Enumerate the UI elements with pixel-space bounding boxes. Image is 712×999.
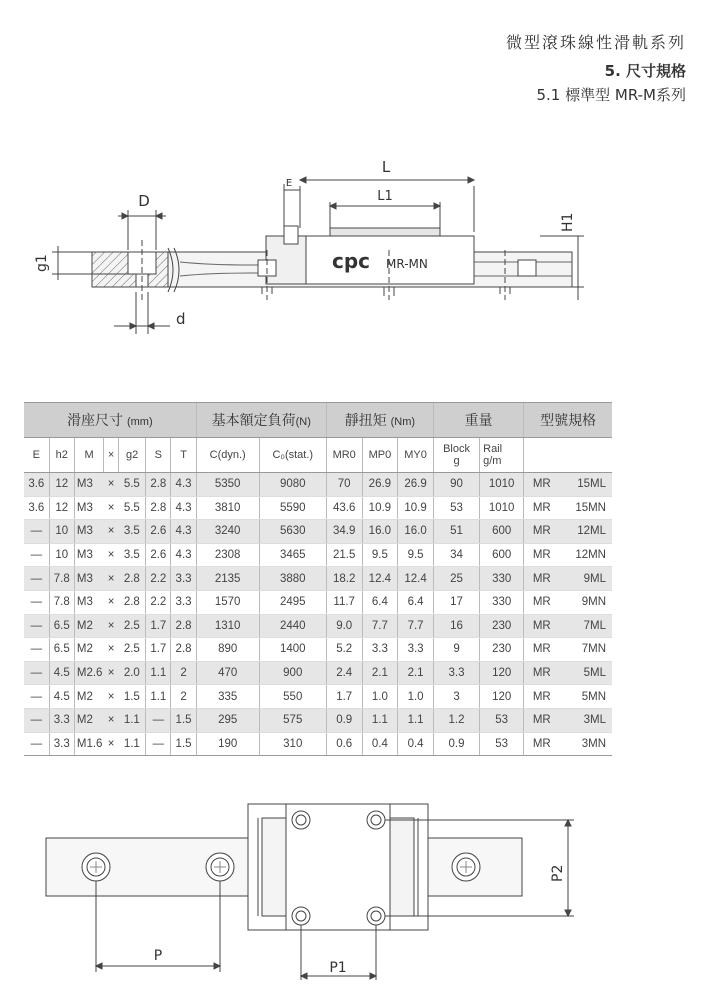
table-cell: 53 [480, 732, 524, 756]
table-cell: 4.3 [171, 473, 196, 497]
col-h2: h2 [49, 438, 74, 473]
table-cell: 1010 [480, 496, 524, 520]
table-cell: 7.8 [49, 590, 74, 614]
table-cell: 1.7 [146, 638, 171, 662]
table-cell: 3.5 [118, 520, 145, 544]
table-cell: 1.7 [326, 685, 362, 709]
table-cell: — [146, 708, 171, 732]
col-MY0: MY0 [398, 438, 434, 473]
table-cell: × [104, 638, 119, 662]
table-cell: 2.2 [146, 567, 171, 591]
table-cell: 3.3 [49, 732, 74, 756]
table-cell: 90 [433, 473, 479, 497]
col-block-weight: Block g [433, 438, 479, 473]
table-cell: 70 [326, 473, 362, 497]
table-cell: 2.1 [398, 661, 434, 685]
table-row [24, 708, 612, 732]
table-cell: 2440 [259, 614, 326, 638]
table-cell: × [104, 661, 119, 685]
table-row [24, 520, 612, 544]
table-cell: MR [524, 590, 560, 614]
col-MP0: MP0 [362, 438, 398, 473]
table-cell: 1.0 [398, 685, 434, 709]
table-cell: × [104, 590, 119, 614]
table-cell: 10 [49, 520, 74, 544]
table-cell: 10.9 [362, 496, 398, 520]
table-cell: M2 [74, 708, 103, 732]
table-cell: 12 [49, 496, 74, 520]
col-S: S [146, 438, 171, 473]
table-cell: M2.6 [74, 661, 103, 685]
table-cell: 3.3 [433, 661, 479, 685]
table-cell: 600 [480, 520, 524, 544]
col-C0: C₀(stat.) [259, 438, 326, 473]
table-cell: 53 [480, 708, 524, 732]
table-cell: 16 [433, 614, 479, 638]
table-cell: 9.5 [398, 543, 434, 567]
col-T: T [171, 438, 196, 473]
table-cell: 1010 [480, 473, 524, 497]
table-cell: MR [524, 567, 560, 591]
table-cell: 12MN [559, 543, 612, 567]
table-cell: 5350 [196, 473, 259, 497]
col-M: M [74, 438, 103, 473]
table-cell: × [104, 473, 119, 497]
dim-E: E [285, 178, 293, 189]
col-model [524, 438, 612, 473]
table-cell: — [24, 685, 49, 709]
table-cell: 3.6 [24, 496, 49, 520]
dim-g1: g1 [34, 254, 50, 272]
table-cell: M3 [74, 520, 103, 544]
dim-P: P [153, 948, 163, 964]
table-cell: 3880 [259, 567, 326, 591]
table-cell: — [24, 638, 49, 662]
spec-table [24, 402, 612, 756]
table-cell: 2.8 [146, 473, 171, 497]
table-cell: — [24, 614, 49, 638]
table-cell: 7.8 [49, 567, 74, 591]
table-cell: 230 [480, 614, 524, 638]
table-cell: 1310 [196, 614, 259, 638]
table-cell: 53 [433, 496, 479, 520]
subsection-title: 5.1 標準型 MR-M系列 [536, 86, 686, 104]
table-cell: 2135 [196, 567, 259, 591]
dim-D: D [138, 192, 150, 210]
table-cell: 2495 [259, 590, 326, 614]
col-g2: g2 [118, 438, 145, 473]
table-cell: 3.3 [362, 638, 398, 662]
table-cell: 1.1 [146, 661, 171, 685]
col-x: × [104, 438, 119, 473]
table-cell: 890 [196, 638, 259, 662]
col-rail-weight: Rail g/m [480, 438, 524, 473]
series-title: 微型滾珠線性滑軌系列 [505, 33, 686, 52]
table-cell: M2 [74, 685, 103, 709]
table-cell: 9ML [559, 567, 612, 591]
table-cell: 1.1 [362, 708, 398, 732]
table-cell: 26.9 [398, 473, 434, 497]
table-cell: 2.8 [146, 496, 171, 520]
dim-L1: L1 [377, 189, 393, 204]
table-cell: 15MN [559, 496, 612, 520]
table-cell: 1570 [196, 590, 259, 614]
table-row [24, 567, 612, 591]
table-cell: 4.5 [49, 685, 74, 709]
group-moment: 靜扭矩 (Nm) [326, 403, 433, 438]
table-cell: M3 [74, 567, 103, 591]
block-model-label: MR-MN [386, 257, 428, 271]
table-cell: 5.5 [118, 473, 145, 497]
table-cell: 9 [433, 638, 479, 662]
table-cell: 34 [433, 543, 479, 567]
table-cell: 330 [480, 590, 524, 614]
table-cell: 7MN [559, 638, 612, 662]
table-cell: — [24, 520, 49, 544]
table-cell: 1.1 [398, 708, 434, 732]
table-cell: 3.3 [171, 590, 196, 614]
table-cell: M3 [74, 543, 103, 567]
table-cell: 2.8 [171, 638, 196, 662]
table-cell: 1.5 [171, 732, 196, 756]
table-row [24, 685, 612, 709]
table-cell: 2.6 [146, 520, 171, 544]
table-cell: 12.4 [362, 567, 398, 591]
top-diagram [0, 0, 712, 380]
table-row [24, 661, 612, 685]
table-cell: 295 [196, 708, 259, 732]
table-cell: 17 [433, 590, 479, 614]
table-cell: 4.3 [171, 520, 196, 544]
table-cell: × [104, 520, 119, 544]
table-cell: MR [524, 520, 560, 544]
table-cell: 9MN [559, 590, 612, 614]
table-cell: × [104, 708, 119, 732]
table-cell: 575 [259, 708, 326, 732]
table-row [24, 473, 612, 497]
table-cell: 310 [259, 732, 326, 756]
table-cell: MR [524, 732, 560, 756]
table-cell: M2 [74, 614, 103, 638]
table-cell: 9.0 [326, 614, 362, 638]
table-cell: × [104, 567, 119, 591]
table-cell: 9080 [259, 473, 326, 497]
table-cell: 3465 [259, 543, 326, 567]
table-cell: × [104, 685, 119, 709]
table-cell: 600 [480, 543, 524, 567]
table-cell: 3240 [196, 520, 259, 544]
table-cell: 2.8 [118, 567, 145, 591]
table-cell: M1.6 [74, 732, 103, 756]
table-cell: — [24, 543, 49, 567]
table-cell: 2.8 [171, 614, 196, 638]
table-cell: MR [524, 496, 560, 520]
col-MR0: MR0 [326, 438, 362, 473]
table-cell: 11.7 [326, 590, 362, 614]
table-cell: — [24, 708, 49, 732]
table-cell: 6.4 [398, 590, 434, 614]
table-cell: 5590 [259, 496, 326, 520]
table-cell: 10 [49, 543, 74, 567]
table-cell: × [104, 732, 119, 756]
table-cell: MR [524, 638, 560, 662]
table-cell: 2.6 [146, 543, 171, 567]
table-cell: 120 [480, 661, 524, 685]
col-C: C(dyn.) [196, 438, 259, 473]
table-row [24, 543, 612, 567]
table-cell: 900 [259, 661, 326, 685]
table-cell: 120 [480, 685, 524, 709]
table-cell: 470 [196, 661, 259, 685]
table-cell: 5.5 [118, 496, 145, 520]
dim-L: L [381, 158, 391, 176]
table-cell: 12ML [559, 520, 612, 544]
table-cell: 2.2 [146, 590, 171, 614]
table-cell: 1.1 [118, 708, 145, 732]
table-cell: 330 [480, 567, 524, 591]
table-cell: MR [524, 685, 560, 709]
table-cell: 1.5 [171, 708, 196, 732]
table-cell: 4.5 [49, 661, 74, 685]
table-cell: MR [524, 473, 560, 497]
table-cell: M3 [74, 473, 103, 497]
table-cell: 230 [480, 638, 524, 662]
table-cell: 3.6 [24, 473, 49, 497]
table-cell: 6.5 [49, 638, 74, 662]
table-cell: 51 [433, 520, 479, 544]
table-cell: 4.3 [171, 543, 196, 567]
table-cell: 0.6 [326, 732, 362, 756]
table-cell: 2 [171, 685, 196, 709]
brand-logo: cpc [332, 249, 371, 273]
table-cell: 5ML [559, 661, 612, 685]
table-cell: M3 [74, 590, 103, 614]
group-load: 基本額定負荷(N) [196, 403, 326, 438]
table-cell: 7ML [559, 614, 612, 638]
table-cell: MR [524, 708, 560, 732]
table-cell: M3 [74, 496, 103, 520]
table-cell: 16.0 [362, 520, 398, 544]
group-block-dims: 滑座尺寸 (mm) [24, 403, 196, 438]
table-cell: 0.9 [326, 708, 362, 732]
table-cell: 6.4 [362, 590, 398, 614]
table-cell: 10.9 [398, 496, 434, 520]
table-cell: 1.5 [118, 685, 145, 709]
table-cell: 2308 [196, 543, 259, 567]
table-cell: 34.9 [326, 520, 362, 544]
table-cell: 3.3 [398, 638, 434, 662]
table-cell: 0.4 [362, 732, 398, 756]
table-cell: — [146, 732, 171, 756]
table-cell: 0.9 [433, 732, 479, 756]
table-cell: 5630 [259, 520, 326, 544]
table-cell: MR [524, 543, 560, 567]
table-cell: × [104, 543, 119, 567]
table-cell: 9.5 [362, 543, 398, 567]
table-cell: 7.7 [362, 614, 398, 638]
table-row [24, 614, 612, 638]
table-cell: 15ML [559, 473, 612, 497]
table-row [24, 590, 612, 614]
table-cell: 2.0 [118, 661, 145, 685]
table-cell: — [24, 590, 49, 614]
table-cell: 2.5 [118, 638, 145, 662]
section-title: 5. 尺寸規格 [604, 62, 686, 80]
table-cell: M2 [74, 638, 103, 662]
table-cell: 3ML [559, 708, 612, 732]
table-cell: 25 [433, 567, 479, 591]
table-cell: — [24, 567, 49, 591]
table-cell: 3MN [559, 732, 612, 756]
table-cell: 7.7 [398, 614, 434, 638]
table-cell: × [104, 614, 119, 638]
table-row [24, 638, 612, 662]
table-cell: 2.8 [118, 590, 145, 614]
table-cell: 18.2 [326, 567, 362, 591]
table-cell: 3.5 [118, 543, 145, 567]
table-row [24, 496, 612, 520]
table-cell: 0.4 [398, 732, 434, 756]
table-cell: 5.2 [326, 638, 362, 662]
table-cell: 1.7 [146, 614, 171, 638]
group-weight: 重量 [433, 403, 523, 438]
table-cell: — [24, 661, 49, 685]
table-cell: 12.4 [398, 567, 434, 591]
table-cell: 1.2 [433, 708, 479, 732]
table-cell: 12 [49, 473, 74, 497]
col-E: E [24, 438, 49, 473]
table-cell: 2.4 [326, 661, 362, 685]
table-cell: 21.5 [326, 543, 362, 567]
table-cell: 4.3 [171, 496, 196, 520]
dim-d: d [176, 310, 186, 328]
table-cell: 3.3 [171, 567, 196, 591]
table-cell: 1400 [259, 638, 326, 662]
table-cell: 3 [433, 685, 479, 709]
dim-P1: P1 [329, 960, 347, 976]
table-cell: MR [524, 614, 560, 638]
table-cell: 5MN [559, 685, 612, 709]
dim-P2: P2 [550, 864, 566, 882]
table-cell: 335 [196, 685, 259, 709]
table-cell: 3810 [196, 496, 259, 520]
table-cell: 16.0 [398, 520, 434, 544]
table-row [24, 732, 612, 756]
table-cell: MR [524, 661, 560, 685]
table-cell: 3.3 [49, 708, 74, 732]
table-cell: 190 [196, 732, 259, 756]
table-cell: 550 [259, 685, 326, 709]
table-cell: 26.9 [362, 473, 398, 497]
table-cell: 1.1 [146, 685, 171, 709]
table-cell: 2 [171, 661, 196, 685]
dim-H1: H1 [560, 212, 576, 232]
table-cell: 1.1 [118, 732, 145, 756]
table-cell: 6.5 [49, 614, 74, 638]
table-cell: 43.6 [326, 496, 362, 520]
table-cell: 2.5 [118, 614, 145, 638]
table-cell: 1.0 [362, 685, 398, 709]
table-cell: — [24, 732, 49, 756]
group-model: 型號規格 [524, 403, 612, 438]
table-cell: 2.1 [362, 661, 398, 685]
table-cell: × [104, 496, 119, 520]
